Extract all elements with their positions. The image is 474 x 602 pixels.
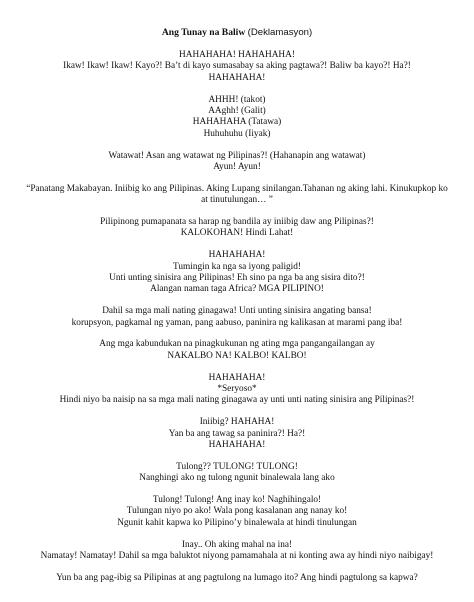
poem-line: Tulong?? TULONG! TULONG! <box>176 461 298 472</box>
stanza <box>24 50 450 84</box>
stanza <box>24 184 450 207</box>
stanza <box>24 373 450 407</box>
title-main: Ang Tunay na Baliw <box>161 27 246 38</box>
poem-line: Ikaw! Ikaw! Ikaw! Kayo?! Ba’t di kayo sumasabay sa aking pagtawa?! Baliw ba kayo?! Ha?! <box>63 61 411 72</box>
poem-line: HAHAHAHA! <box>208 372 266 383</box>
document-body <box>24 50 450 584</box>
poem-line: Dahil sa mga mali nating ginagawa! Unti unting sinisira angating bansa! <box>102 306 372 317</box>
stanza <box>24 306 450 329</box>
poem-line: HAHAHAHA (Tatawa) <box>192 117 282 128</box>
poem-line: Inay.. Oh aking mahal na ina! <box>181 539 293 550</box>
poem-line: Iniibig? HAHAHA! <box>199 417 275 428</box>
stanza <box>24 573 450 584</box>
poem-line: “Panatang Makabayan. Iniibig ko ang Pilipinas. Aking Lupang sinilangan.Tahanan ng aking lahi. Kinukupkop ko at tinutulungan… ” <box>26 183 448 206</box>
poem-line: HAHAHAHA! <box>208 72 266 83</box>
stanza <box>24 339 450 362</box>
poem-line: Yun ba ang pag-ibig sa Pilipinas at ang pagtulong na lumago ito? Ang hindi pagtulong sa kapwa? <box>56 572 418 583</box>
poem-line: Ngunit kahit kapwa ko Pilipino’y binalewala at hindi tinulungan <box>117 517 357 528</box>
poem-line: Unti unting sinisira ang Pilipinas! Eh sino pa nga ba ang sisira dito?! <box>109 273 365 284</box>
stanza <box>24 495 450 529</box>
poem-line: Ayun! Ayun! <box>213 162 261 173</box>
poem-line: Tumingin ka nga sa iyong paligid! <box>173 261 301 272</box>
poem-line: Hindi niyo ba naisip na sa mga mali nating ginagawa ay unti unti nating sinisira ang Pilipinas?! <box>59 395 415 406</box>
stanza <box>24 250 450 296</box>
poem-line: korupsyon, pagkamal ng yaman, pang aabuso, paninira ng kalikasan at marami pang iba! <box>71 317 403 328</box>
poem-line: Tulong! Tulong! Ang inay ko! Naghihingalo! <box>152 495 322 506</box>
stanza <box>24 462 450 485</box>
poem-line: Yan ba ang tawag sa paninira?! Ha?! <box>168 428 306 439</box>
poem-line: Huhuhuhu (Iiyak) <box>203 128 271 139</box>
stanza <box>24 217 450 240</box>
stanza <box>24 95 450 141</box>
poem-line: Alangan naman taga Africa? MGA PILIPINO! <box>150 284 324 295</box>
stanza <box>24 151 450 174</box>
poem-line: Ang mga kabundukan na pinagkukunan ng ating mga pangangailangan ay <box>99 339 375 350</box>
stanza <box>24 417 450 451</box>
poem-line: HAHAHAHA! HAHAHAHA! <box>179 50 295 60</box>
stanza <box>24 540 450 563</box>
poem-line: HAHAHAHA! <box>208 440 266 451</box>
poem-line: Watawat! Asan ang watawat ng Pilipinas?! (Hahanapin ang watawat) <box>108 150 366 161</box>
poem-line: KALOKOHAN! Hindi Lahat! <box>180 228 294 239</box>
poem-line: Pilipinong pumapanata sa harap ng bandila ay iniibig daw ang Pilipinas?! <box>100 217 374 228</box>
title-subtitle: (Deklamasyon) <box>247 27 313 38</box>
poem-line: *Seryoso* <box>217 384 257 395</box>
document-title <box>24 27 450 39</box>
poem-line: AHHH! (takot) <box>208 94 266 105</box>
poem-line: AAghh! (Galit) <box>208 106 266 117</box>
poem-line: Tulungan niyo po ako! Wala pong kasalanan ang nanay ko! <box>126 506 348 517</box>
poem-line: Nanghingi ako ng tulong ngunit binalewala lang ako <box>139 473 335 484</box>
poem-line: Namatay! Namatay! Dahil sa mga baluktot niyong pamamahala at ni konting awa ay hindi niyo naibigay! <box>40 551 434 562</box>
poem-line: HAHAHAHA! <box>208 250 266 261</box>
poem-line: NAKALBO NA! KALBO! KALBO! <box>167 350 307 361</box>
